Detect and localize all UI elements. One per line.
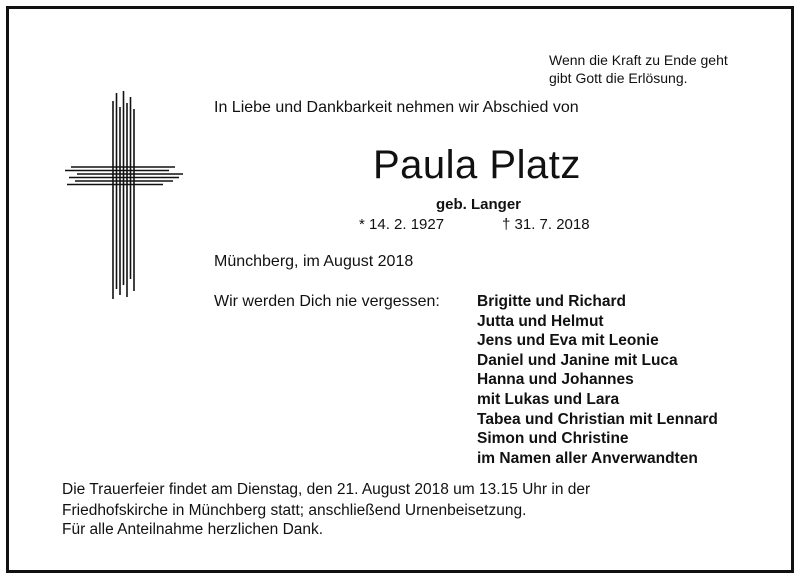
family-member: Simon und Christine xyxy=(477,430,629,448)
never-forget-text: Wir werden Dich nie vergessen: xyxy=(214,293,440,310)
intro-text: In Liebe und Dankbarkeit nehmen wir Abschied von xyxy=(214,99,579,116)
family-member: Jens und Eva mit Leonie xyxy=(477,332,659,350)
family-member: Brigitte und Richard xyxy=(477,293,626,310)
family-member: Hanna und Johannes xyxy=(477,371,634,389)
family-list xyxy=(477,292,718,468)
deceased-name: Paula Platz xyxy=(373,143,581,187)
motto-line: gibt Gott die Erlösung. xyxy=(549,70,688,86)
thanks-text: Für alle Anteilnahme herzlichen Dank. xyxy=(62,521,324,538)
family-member: Jutta und Helmut xyxy=(477,312,604,330)
service-info xyxy=(62,479,590,521)
cross-icon xyxy=(63,89,185,299)
death-date: † 31. 7. 2018 xyxy=(502,216,590,233)
place-date: Münchberg, im August 2018 xyxy=(214,253,414,270)
service-line: Die Trauerfeier findet am Dienstag, den 21. August 2018 um 13.15 Uhr in der xyxy=(62,481,591,498)
family-member: Tabea und Christian mit Lennard xyxy=(477,410,718,428)
family-member: Daniel und Janine mit Luca xyxy=(477,351,678,369)
birth-date: * 14. 2. 1927 xyxy=(359,216,445,233)
motto xyxy=(549,51,728,87)
family-member: im Namen aller Anverwandten xyxy=(477,449,698,467)
motto-line: Wenn die Kraft zu Ende geht xyxy=(549,52,728,68)
obituary-frame xyxy=(6,6,794,573)
family-member: mit Lukas und Lara xyxy=(477,390,620,408)
service-line: Friedhofskirche in Münchberg statt; anschließend Urnenbeisetzung. xyxy=(62,502,527,519)
maiden-name: geb. Langer xyxy=(436,196,522,213)
